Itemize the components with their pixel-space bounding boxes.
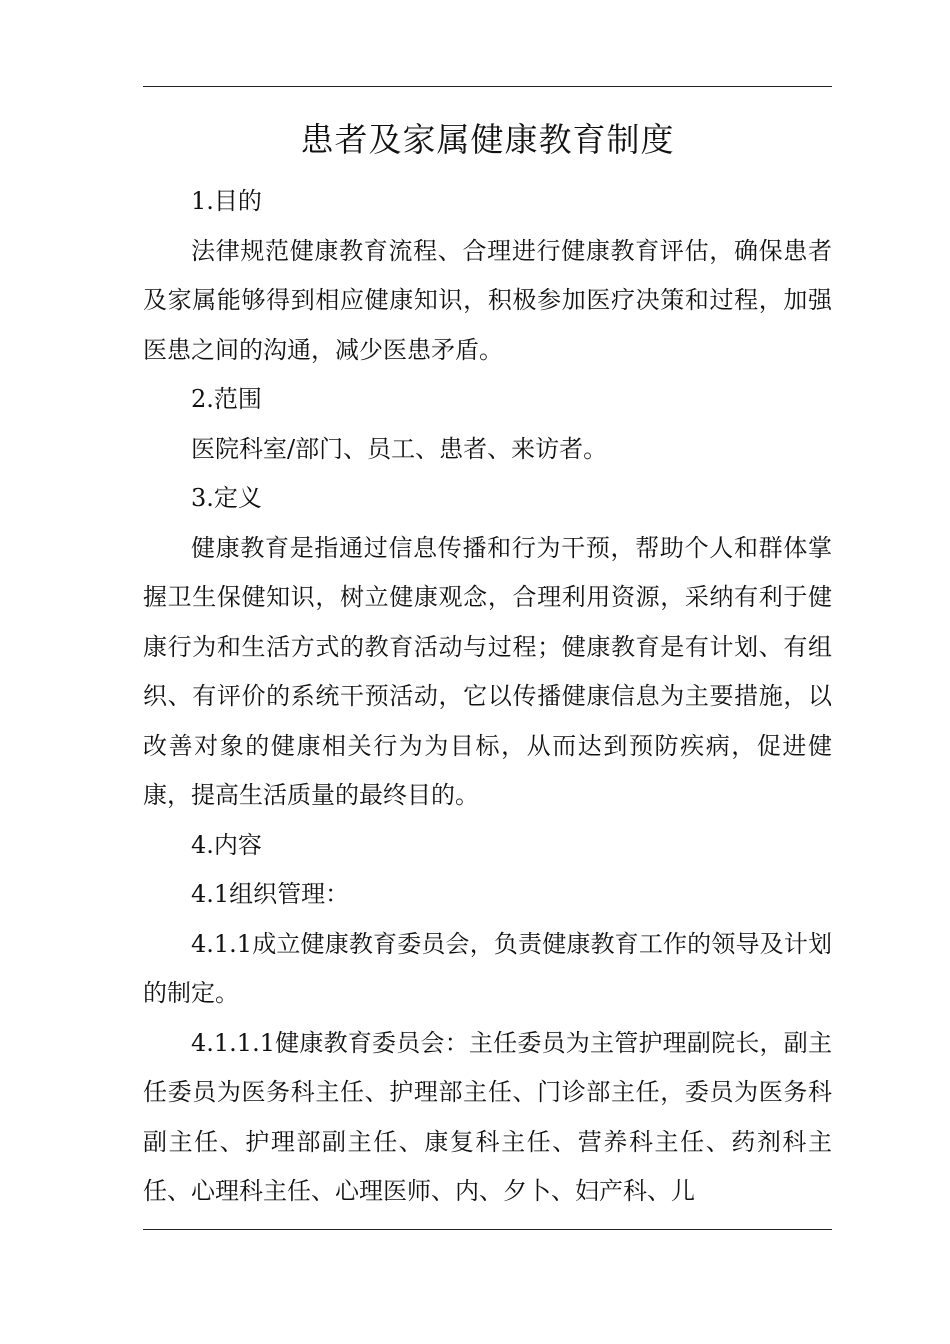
section-heading-content: 4.内容: [191, 830, 262, 859]
section-heading-definition: 3.定义: [191, 484, 262, 512]
subsection-heading-organization: 4.1组织管理：: [191, 880, 350, 908]
paragraph-scope: 医院科室/部门、员工、患者、来访者。: [191, 434, 608, 463]
header-rule: [143, 86, 832, 87]
section-heading-purpose: 1.目的: [191, 187, 262, 215]
document-title: 患者及家属健康教育制度: [300, 120, 675, 159]
paragraph-4-1-1-1: 4.1.1.1健康教育委员会：主任委员为主管护理副院长，副主任委员为医务科主任、护理部主任、门诊部主任，委员为医务科副主任、护理部副主任、康复科主任、营养科主任、药剂科主任、心理科主任、心理医师、内、夕卜、妇产科、儿: [143, 1028, 832, 1205]
section-heading-scope: 2.范围: [191, 385, 262, 413]
paragraph-purpose: 法律规范健康教育流程、合理进行健康教育评估，确保患者及家属能够得到相应健康知识，积极参加医疗决策和过程，加强医患之间的沟通，减少医患矛盾。: [143, 236, 832, 364]
paragraph-definition: 健康教育是指通过信息传播和行为干预，帮助个人和群体掌握卫生保健知识，树立健康观念，合理利用资源，采纳有利于健康行为和生活方式的教育活动与过程；健康教育是有计划、有组织、有评价的系统干预活动，它以传播健康信息为主要措施，以改善对象的健康相关行为为目标，从而达到预防疾病，促进健康，提高生活质量的最终目的。: [143, 533, 832, 809]
paragraph-4-1-1: 4.1.1成立健康教育委员会，负责健康教育工作的领导及计划的制定。: [143, 929, 832, 1007]
footer-rule: [143, 1229, 832, 1230]
document-body: [143, 177, 832, 1217]
